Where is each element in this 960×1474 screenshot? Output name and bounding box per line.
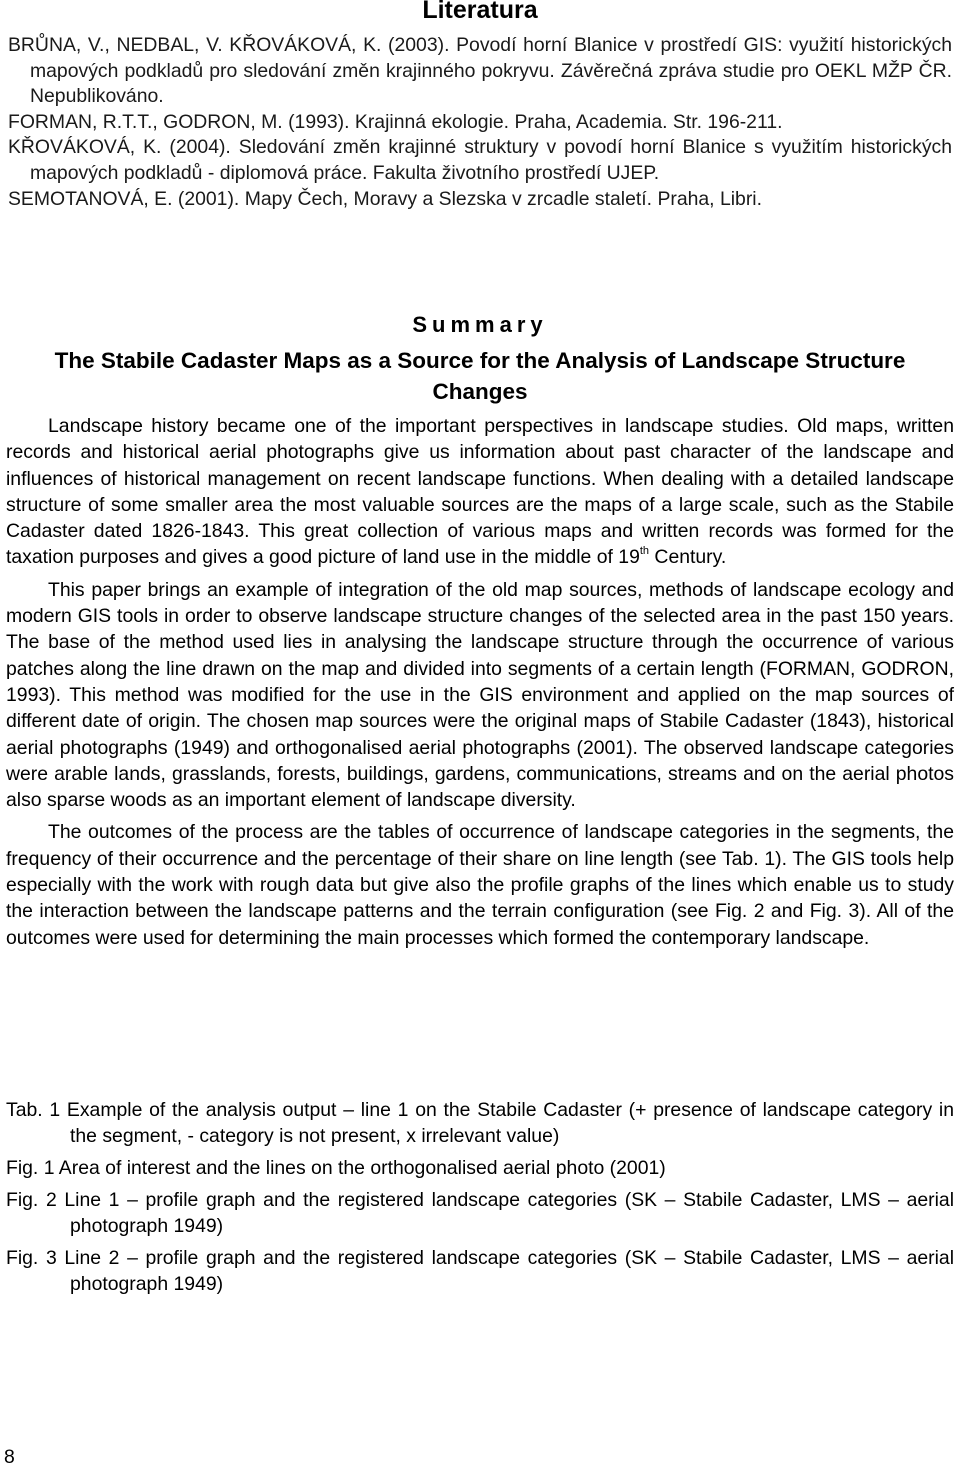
literature-heading: Literatura xyxy=(422,0,538,24)
summary-body xyxy=(6,413,954,957)
summary-paragraph-3: The outcomes of the process are the tables of occurrence of landscape categories in the segments, the frequency of their occurrence and the percentage of their share on line length (see Tab. 1). The GIS tools help especially with the work with rough data but give also the profile graphs of the lines which enable us to study the interaction between the landscape patterns and the terrain configuration (see Fig. 2 and Fig. 3). All of the outcomes were used for determining the main processes which formed the contemporary landscape. xyxy=(6,821,954,949)
figure-caption: Fig. 1 Area of interest and the lines on the orthogonalised aerial photo (2001) xyxy=(6,1157,666,1179)
summary-heading: Summary xyxy=(412,312,548,337)
summary-paragraph-1 xyxy=(6,413,954,571)
reference-item: FORMAN, R.T.T., GODRON, M. (1993). Krajinná ekologie. Praha, Academia. Str. 196-211. xyxy=(8,110,783,133)
paragraph-1-superscript: th xyxy=(639,545,650,558)
summary-title: The Stabile Cadaster Maps as a Source for the Analysis of Landscape Structure Changes xyxy=(54,348,906,404)
figure-caption: Fig. 2 Line 1 – profile graph and the registered landscape categories (SK – Stabile Cadaster, LMS – aerial photograph 1949) xyxy=(6,1189,954,1237)
summary-paragraph-2: This paper brings an example of integration of the old map sources, methods of landscape ecology and modern GIS tools in order to observe landscape structure changes of the selected area in the past 150 years. The base of the method used lies in analysing the landscape structure through the occurrence of various patches along the line drawn on the map and divided into segments of a certain length (FORMAN, GODRON, 1993). This method was modified for the use in the GIS environment and applied on the map sources of different date of origin. The chosen map sources were the original maps of Stabile Cadaster (1843), historical aerial photographs (1949) and orthogonalised aerial photographs (2001). The observed landscape categories were arable lands, grasslands, forests, buildings, gardens, communications, streams and on the aerial photos also sparse woods as an important element of landscape diversity. xyxy=(6,578,954,812)
table-caption: Tab. 1 Example of the analysis output – line 1 on the Stabile Cadaster (+ presence of landscape category in the segment, - category is not present, x irrelevant value) xyxy=(6,1099,954,1147)
reference-list xyxy=(8,33,952,212)
figure-caption: Fig. 3 Line 2 – profile graph and the registered landscape categories (SK – Stabile Cadaster, LMS – aerial photograph 1949) xyxy=(6,1247,954,1295)
reference-item: BRŮNA, V., NEDBAL, V. KŘOVÁKOVÁ, K. (2003). Povodí horní Blanice v prostředí GIS: využití historických mapových podkladů pro sledování změn krajinného pokryvu. Závěrečná zpráva studie pro OEKL MŽP ČR. Nepublikováno. xyxy=(8,34,952,108)
reference-item: KŘOVÁKOVÁ, K. (2004). Sledování změn krajinné struktury v povodí horní Blanice s využitím historických mapových podkladů - diplomová práce. Fakulta životního prostředí UJEP. xyxy=(8,136,952,184)
paragraph-1-tail: Century. xyxy=(649,546,727,569)
page-number: 8 xyxy=(4,1446,15,1468)
paragraph-1-text: Landscape history became one of the important perspectives in landscape studies. Old maps, written records and historical aerial photographs give us information about past character of the landscape and influences of historical management on recent landscape functions. When dealing with a detailed landscape structure of some smaller area the most valuable sources are the maps of a large scale, such as the Stabile Cadaster dated 1826-1843. This great collection of various maps and written records was formed for the taxation purposes and gives a good picture of land use in the middle of 19 xyxy=(6,415,954,569)
caption-list xyxy=(6,1097,954,1303)
reference-item: SEMOTANOVÁ, E. (2001). Mapy Čech, Moravy a Slezska v zrcadle staletí. Praha, Libri. xyxy=(8,187,762,210)
